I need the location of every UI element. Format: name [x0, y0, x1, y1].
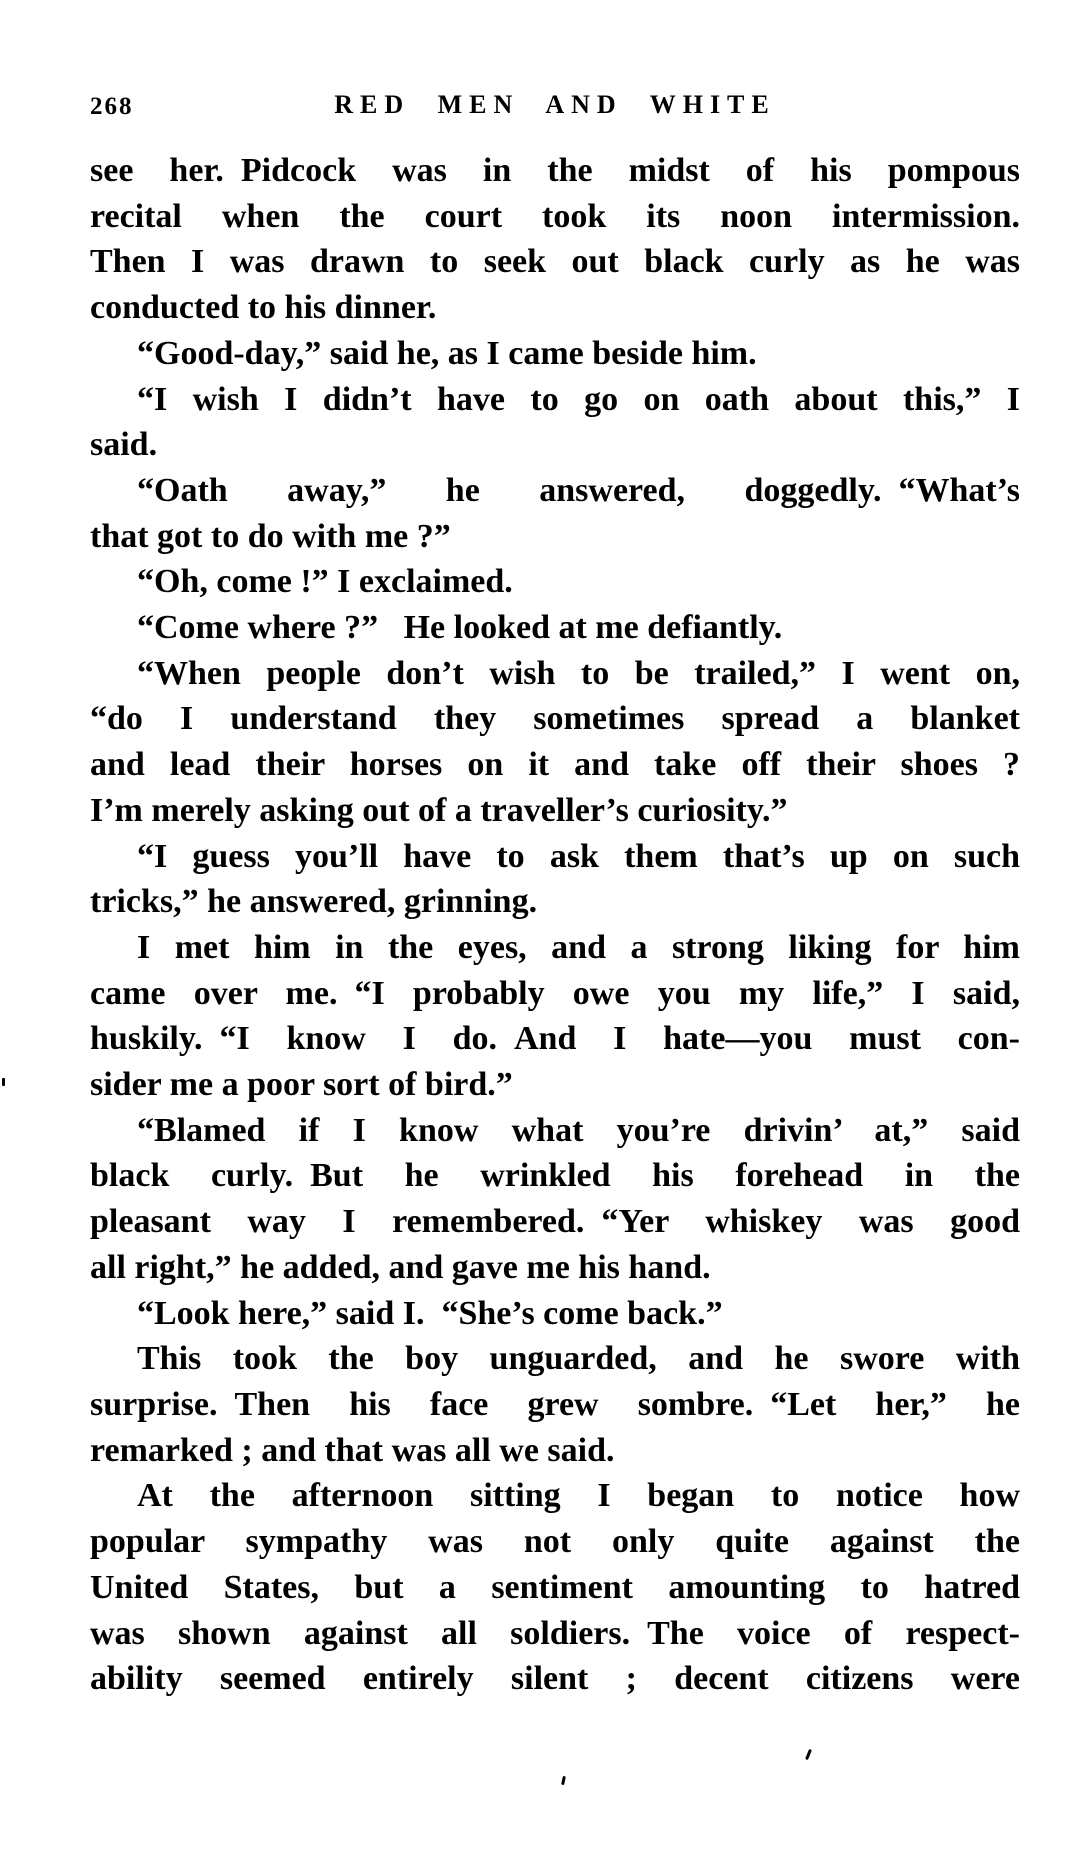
text-line: “I wish I didn’t have to go on oath about this,” I — [137, 380, 1020, 418]
text-line: “do I understand they sometimes spread a blanket — [90, 700, 1020, 738]
text-line: “Oath away,” he answered, doggedly. “What’s — [137, 471, 1020, 509]
text-line: ability seemed entirely silent ; decent citizens were — [90, 1660, 1020, 1698]
text-line: see her. Pidcock was in the midst of his pompous — [90, 152, 1020, 189]
page-text — [90, 148, 1020, 1702]
text-line: tricks,” he answered, grinning. — [90, 883, 538, 921]
text-line: “When people don’t wish to be trailed,” I went on, — [137, 654, 1020, 692]
text-line: popular sympathy was not only quite against the — [90, 1523, 1020, 1561]
text-line: was shown against all soldiers. The voice of respect- — [90, 1614, 1020, 1652]
text-line: surprise. Then his face grew sombre. “Let her,” he — [90, 1385, 1020, 1423]
page-number: 268 — [90, 93, 134, 120]
text-line: Then I was drawn to seek out black curly as he was — [90, 243, 1020, 281]
text-line: “Oh, come !” I exclaimed. — [137, 563, 513, 601]
text-line: black curly. But he wrinkled his forehead in the — [90, 1157, 1020, 1195]
scan-speck — [561, 1776, 566, 1785]
text-line: “Come where ?” He looked at me defiantly. — [137, 609, 783, 647]
running-title: RED MEN AND WHITE — [334, 90, 776, 119]
scan-speck — [2, 1078, 5, 1086]
text-line: “Blamed if I know what you’re drivin’ at,” said — [137, 1111, 1020, 1149]
text-line: pleasant way I remembered. “Yer whiskey was good — [90, 1203, 1020, 1241]
text-line: recital when the court took its noon intermission. — [90, 197, 1020, 235]
text-line: and lead their horses on it and take off their shoes ? — [90, 746, 1020, 784]
text-line: “I guess you’ll have to ask them that’s up on such — [137, 837, 1020, 875]
scan-speck — [805, 1749, 812, 1760]
text-line: “Good-day,” said he, as I came beside him. — [137, 334, 757, 372]
text-line: “Look here,” said I. “She’s come back.” — [137, 1294, 723, 1332]
text-line: remarked ; and that was all we said. — [90, 1431, 615, 1469]
text-line: At the afternoon sitting I began to notice how — [137, 1477, 1020, 1515]
text-line: I met him in the eyes, and a strong liking for him — [137, 928, 1020, 966]
text-line: all right,” he added, and gave me his hand. — [90, 1248, 711, 1286]
text-line: said. — [90, 426, 158, 464]
text-line: came over me. “I probably owe you my life,” I said, — [90, 974, 1020, 1012]
text-line: sider me a poor sort of bird.” — [90, 1066, 513, 1104]
running-head — [90, 90, 1020, 126]
text-line: that got to do with me ?” — [90, 517, 451, 555]
text-line: I’m merely asking out of a traveller’s curiosity.” — [90, 791, 788, 829]
text-line: United States, but a sentiment amounting to hatred — [90, 1568, 1020, 1606]
text-line: conducted to his dinner. — [90, 289, 437, 327]
text-line: huskily. “I know I do. And I hate—you must con- — [90, 1020, 1020, 1058]
text-line: This took the boy unguarded, and he swore with — [137, 1340, 1020, 1378]
